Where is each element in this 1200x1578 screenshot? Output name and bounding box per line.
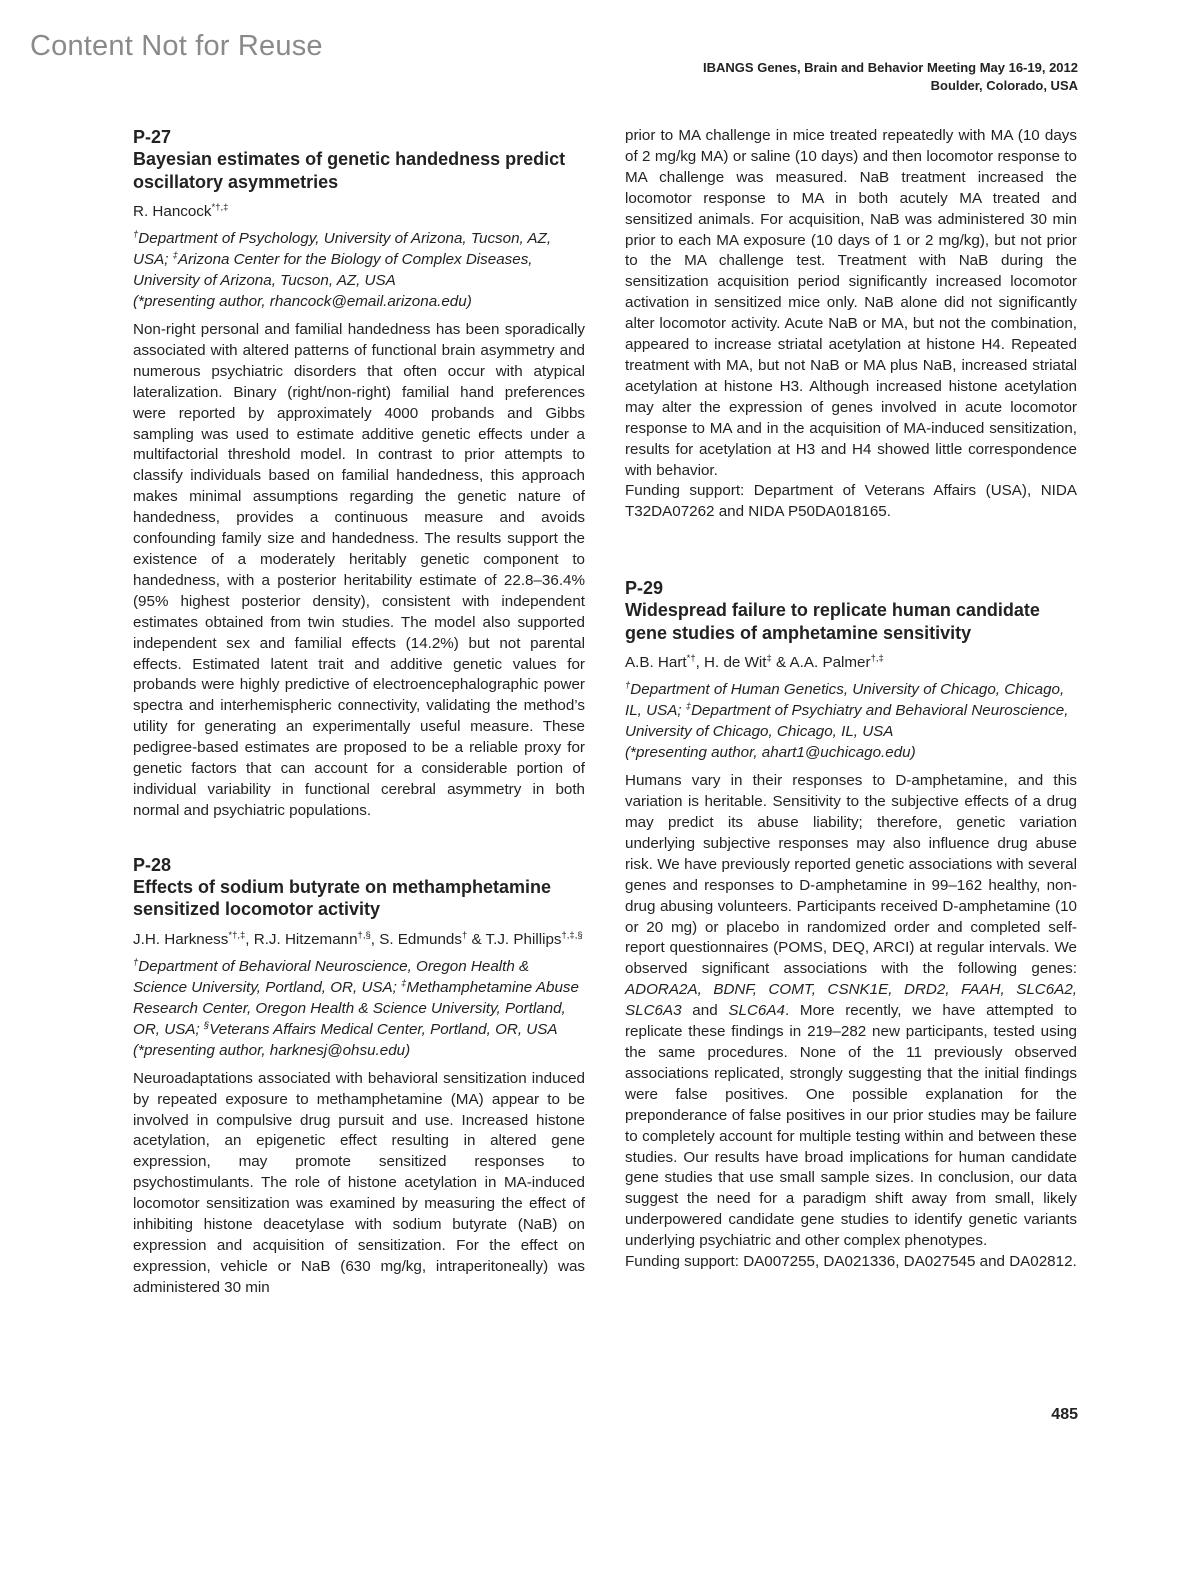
author-marks: *†: [686, 653, 696, 665]
abstract-body: Neuroadaptations associated with behavioral sensitization induced by repeated exposure to methamphetamine (MA) appear to be involved in compulsive drug pursuit and use. Increased histone acetylation, an epigenetic effect resulting in altered gene expression, may promote sensitized responses to psychostimulants. The role of histone acetylation in MA-induced locomotor sensitization was examined by measuring the effect of inhibiting histone deacetylase with sodium butyrate (NaB) on expression and acquisition of sensitization. For the effect on expression, vehicle or NaB (630 mg/kg, intraperitoneally) was administered 30 min: [133, 1069, 585, 1296]
affiliation-mark: ‡: [172, 249, 178, 261]
body-text-segment: . More recently, we have attempted to replicate these findings in 219–282 new participants, tested using the same procedures. None of the 11 previously observed associations replicated, strongly suggesting that the initial findings were false positives. One possible explanation for the preponderance of false positives in our prior studies may be failure to completely account for multiple testing within and between these studies. Our results have broad implications for human candidate gene studies that use small sample sizes. In conclusion, our data suggest the need for a paradigm shift away from small, likely underpowered candidate gene studies to identify genetic variants underlying psychiatric and other complex phenotypes.: [625, 1002, 1078, 1250]
affiliation: [133, 956, 585, 1061]
affiliation-mark: ‡: [685, 701, 692, 713]
affiliation-text: Department of Human Genetics, University of Chicago, Chicago, IL, USA;: [625, 681, 1065, 720]
watermark: Content Not for Reuse: [30, 30, 323, 62]
affiliation-text: Department of Psychology, University of Arizona, Tucson, AZ, USA;: [133, 230, 552, 268]
poster-id: P-27: [133, 127, 172, 147]
left-column: [133, 126, 585, 1331]
abstract-body: prior to MA challenge in mice treated repeatedly with MA (10 days of 2 mg/kg MA) or saline (10 days) and then locomotor response to MA challenge was measured. NaB treatment increased the locomotor response to MA in both acutely MA treated and sensitized animals. For acquisition, NaB was administered 30 min prior to each MA exposure (10 days of 1 or 2 mg/kg), but not prior to the MA challenge test. Treatment with NaB during the sensitization acquisition period significantly increased locomotor activation in sensitized mice only. NaB alone did not significantly alter locomotor activity. Acute NaB or MA, but not the combination, appeared to increase striatal acetylation at histone H4. Repeated treatment with MA, but not NaB or MA plus NaB, increased striatal acetylation at histone H3. Although increased histone acetylation may alter the expression of genes involved in acute locomotor response to MA and in the acquisition of MA-induced sensitization, results for acetylation at H3 and H4 showed little correspondence with behavior.: [625, 127, 1077, 479]
author-marks: †,‡: [870, 653, 884, 665]
presenting-author: (*presenting author, rhancock@email.arizona.edu): [133, 293, 472, 310]
author-list: [133, 929, 585, 950]
affiliation-text: Department of Behavioral Neuroscience, Oregon Health & Science University, Portland, OR, USA;: [133, 957, 530, 996]
abstract-p28: [133, 854, 585, 1299]
author-name: J.H. Harkness: [133, 930, 229, 948]
author-name: & A.A. Palmer: [771, 654, 871, 672]
poster-id: P-29: [625, 578, 664, 599]
abstract-title: Effects of sodium butyrate on methamphetamine sensitized locomotor activity: [133, 876, 552, 920]
author-list: [625, 652, 1077, 673]
affiliation-mark: ‡: [401, 977, 407, 989]
affiliation-mark: †: [133, 228, 139, 240]
poster-id: P-28: [133, 854, 172, 875]
funding-statement: Funding support: DA007255, DA021336, DA027545 and DA02812.: [625, 1253, 1077, 1271]
abstract-body: Non-right personal and familial handedness has been sporadically associated with altered patterns of functional brain asymmetry and numerous psychiatric disorders that often occur with atypical lateralization. Binary (right/non-right) familial hand preferences were reported by approximately 4000 probands and Gibbs sampling was used to estimate additive genetic effects under a multifactorial threshold model. In contrast to prior attempts to classify individuals based on familial handedness, this approach makes minimal assumptions regarding the genetic nature of handedness, provides a continuous measure and avoids confounding family size and handedness. The results support the existence of a moderately heritably genetic component to handedness, with a posterior heritability estimate of 22.8–36.4% (95% highest posterior density), consistent with independent estimates obtained from twin studies. The model also supported independent sex and familial effects (14.2%) but not parental effects. Estimated latent trait and additive genetic values for probands were highly predictive of electroencephalographic power spectra and interhemispheric connectivity, validating the method’s utility for generating an experimentally useful measure. These pedigree-based estimates are proposed to be a reliable proxy for genetic factors that can account for a considerable portion of individual variability in functional cerebral asymmetry in both normal and psychiatric populations.: [133, 321, 585, 819]
affiliation-text: Arizona Center for the Biology of Complex Diseases, University of Arizona, Tucson, AZ, USA: [133, 251, 533, 289]
affiliation-text: Methamphetamine Abuse Research Center, Oregon Health & Science University, Portland, OR, USA;: [133, 978, 579, 1038]
affiliation: [133, 228, 585, 312]
gene-list: ADORA2A, BDNF, COMT, CSNK1E, DRD2, FAAH, SLC6A2, SLC6A3: [625, 981, 1077, 1020]
presenting-author: (*presenting author, harknesj@ohsu.edu): [133, 1041, 411, 1059]
author-marks: *†,‡: [211, 201, 229, 213]
author-name: , S. Edmunds: [370, 930, 462, 948]
affiliation-mark: †: [133, 956, 139, 968]
author-name: & T.J. Phillips: [467, 930, 562, 948]
author-name: , R.J. Hitzemann: [245, 930, 358, 948]
journal-header-meeting: IBANGS Genes, Brain and Behavior Meeting May 16-19, 2012: [703, 60, 1078, 75]
funding-statement: Funding support: Department of Veterans Affairs (USA), NIDA T32DA07262 and NIDA P50DA018165.: [625, 482, 1077, 521]
right-column: [625, 126, 1077, 1305]
page-number: 485: [1051, 1406, 1078, 1423]
abstract-p28-continued: [625, 126, 1077, 523]
journal-header-location: Boulder, Colorado, USA: [930, 78, 1078, 93]
abstract-title: Widespread failure to replicate human candidate gene studies of amphetamine sensitivity: [625, 600, 1040, 643]
author-marks: *†,‡: [228, 929, 246, 941]
journal-header: [703, 59, 1078, 95]
author-list: [133, 201, 585, 222]
affiliation-text: Veterans Affairs Medical Center, Portland, OR, USA: [209, 1020, 558, 1038]
affiliation-text: Department of Psychiatry and Behavioral Neuroscience, University of Chicago, Chicago, IL, USA: [625, 702, 1069, 741]
author-marks: †: [461, 929, 468, 941]
author-name: R. Hancock: [133, 203, 212, 220]
abstract-body: [625, 771, 1077, 1252]
affiliation-mark: §: [203, 1019, 210, 1031]
author-marks: ‡: [766, 653, 772, 665]
affiliation: [625, 679, 1077, 763]
abstract-p29: [625, 577, 1077, 1273]
abstract-title: Bayesian estimates of genetic handedness predict oscillatory asymmetries: [133, 149, 566, 192]
body-text-segment: and: [681, 1002, 729, 1020]
author-name: , H. de Wit: [695, 654, 767, 672]
abstract-p27: [133, 126, 585, 822]
body-text-segment: Humans vary in their responses to D-amphetamine, and this variation is heritable. Sensitivity to the subjective effects of a drug may predict its abuse liability; therefore, genetic variation underlying subjective responses may also influence drug abuse risk. We have previously reported genetic associations with several genes and responses to D-amphetamine in 99–162 healthy, non-drug abusing volunteers. Participants received D-amphetamine (10 or 20 mg) or placebo in randomized order and completed self-report questionnaires (POMS, DEQ, ARCI) at regular intervals. We observed significant associations with the following genes:: [625, 772, 1077, 978]
author-name: A.B. Hart: [625, 654, 687, 672]
gene-name: SLC6A4: [728, 1002, 785, 1020]
presenting-author: (*presenting author, ahart1@uchicago.edu): [625, 744, 916, 762]
author-marks: †,§: [357, 929, 371, 941]
affiliation-mark: †: [625, 680, 631, 692]
author-marks: †,‡,§: [561, 929, 583, 941]
